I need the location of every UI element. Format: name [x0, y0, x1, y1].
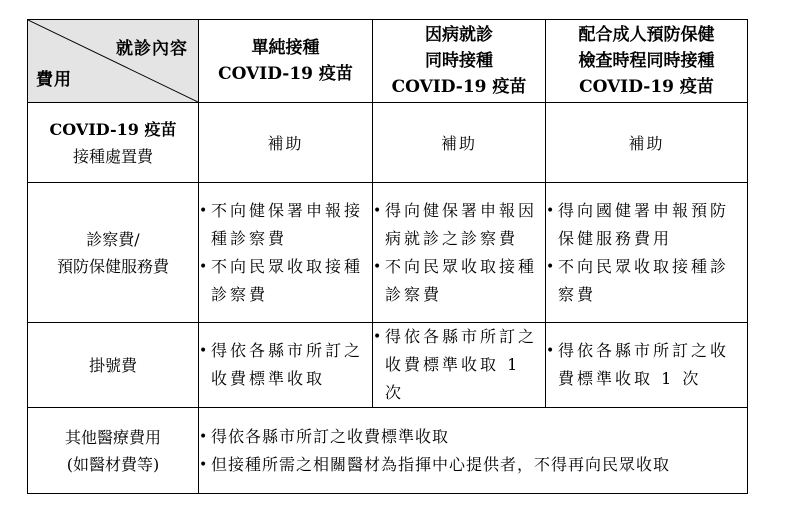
list-item: • 得依各縣市所訂之收費標準收取	[199, 423, 747, 451]
row-administration-fee	[28, 103, 748, 183]
list-item: • 得向國健署申報預防保健服務費用	[546, 197, 747, 253]
cell-reg-vaccine-only	[199, 323, 373, 408]
corner-bottom-label: 費用	[36, 70, 72, 90]
header-row	[28, 20, 748, 103]
corner-header-cell	[28, 20, 199, 103]
cell-admin-vaccine-only: 補助	[199, 103, 373, 183]
bullet-icon: •	[199, 258, 208, 275]
cell-reg-with-checkup	[546, 323, 748, 408]
column-header-with-preventive-checkup: 配合成人預防保健 檢查時程同時接種 COVID-19 疫苗	[546, 20, 748, 103]
bullet-icon: •	[199, 428, 208, 445]
bullet-icon: •	[373, 258, 382, 275]
list-item: • 不向民眾收取接種診察費	[199, 253, 372, 309]
list-item: • 得依各縣市所訂之收費標準收取	[199, 337, 372, 393]
cell-admin-with-illness: 補助	[373, 103, 546, 183]
bullet-icon: •	[546, 343, 555, 359]
bullet-icon: •	[199, 202, 208, 219]
cell-other-medical-fee	[199, 408, 748, 494]
fee-table	[27, 19, 748, 494]
list-item: • 得向健保署申報因病就診之診察費	[373, 197, 545, 253]
bullet-icon: •	[199, 456, 208, 473]
bullet-icon: •	[546, 258, 555, 275]
row-consultation-fee	[28, 183, 748, 323]
row-header-other-medical-fee: 其他醫療費用 (如醫材費等)	[28, 408, 199, 494]
list-item: • 得依各縣市所訂之收費標準收取 1 次	[546, 337, 747, 393]
row-header-registration-fee: 掛號費	[28, 323, 199, 408]
cell-reg-with-illness	[373, 323, 546, 408]
bullet-icon: •	[373, 329, 382, 345]
column-header-vaccine-only: 單純接種 COVID-19 疫苗	[199, 20, 373, 103]
cell-diag-vaccine-only	[199, 183, 373, 323]
row-other-medical-fee	[28, 408, 748, 494]
row-header-administration-fee: COVID-19 疫苗 接種處置費	[28, 103, 199, 183]
list-item: • 不向民眾收取接種診察費	[373, 253, 545, 309]
row-header-consultation-fee: 診察費/ 預防保健服務費	[28, 183, 199, 323]
list-item: • 不向民眾收取接種診察費	[546, 253, 747, 309]
bullet-icon: •	[373, 202, 382, 219]
bullet-icon: •	[199, 343, 208, 359]
column-header-with-illness-visit: 因病就診 同時接種 COVID-19 疫苗	[373, 20, 546, 103]
list-item: • 但接種所需之相關醫材為指揮中心提供者，不得再向民眾收取	[199, 451, 747, 479]
corner-top-label: 就診內容	[116, 39, 188, 59]
row-registration-fee	[28, 323, 748, 408]
list-item: • 不向健保署申報接種診察費	[199, 197, 372, 253]
list-item: • 得依各縣市所訂之收費標準收取 1 次	[373, 323, 545, 407]
cell-admin-with-checkup: 補助	[546, 103, 748, 183]
cell-diag-with-checkup	[546, 183, 748, 323]
cell-diag-with-illness	[373, 183, 546, 323]
bullet-icon: •	[546, 202, 555, 219]
